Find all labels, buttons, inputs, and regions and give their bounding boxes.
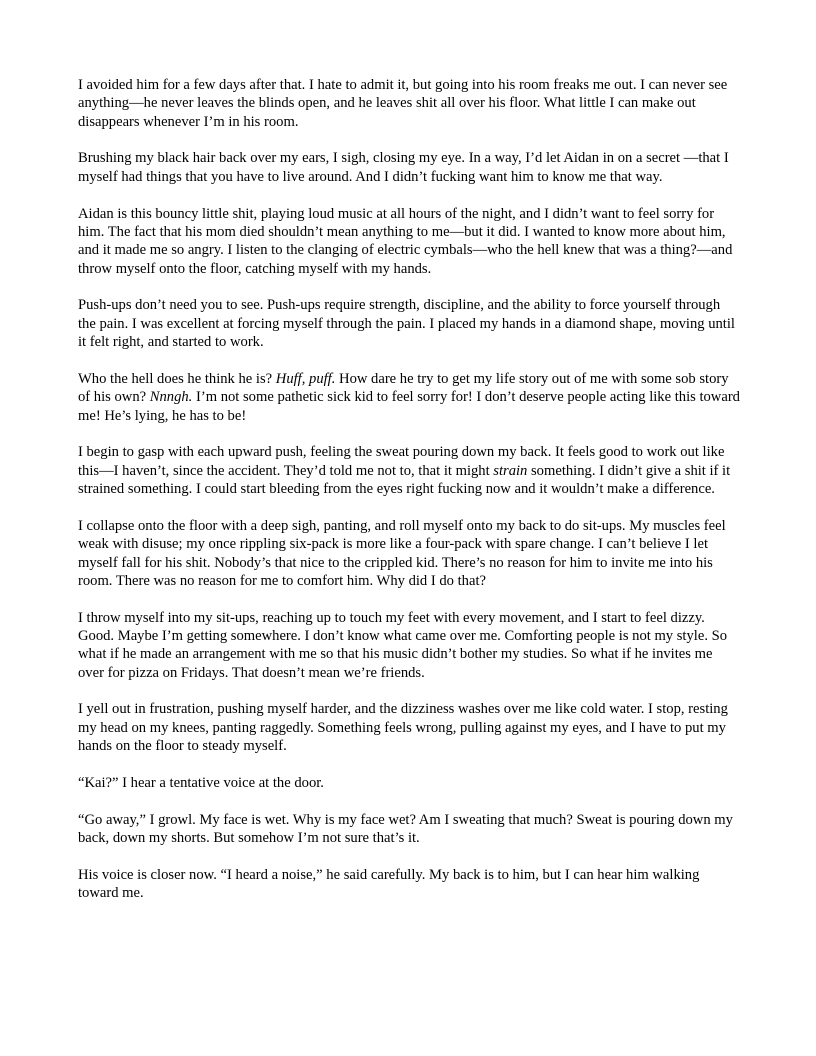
text-run: Push-ups don’t need you to see. Push-ups require strength, discipline, and the ability to force yourself through the pain. I was excellent at forcing myself through the pain. I placed my hands in a diamond shape, moving until it felt right, and started to work. xyxy=(78,297,735,351)
text-run: I yell out in frustration, pushing myself harder, and the dizziness washes over me like cold water. I stop, resting my head on my knees, panting raggedly. Something feels wrong, pulling against my eyes, and I have to put my hands on the floor to steady myself. xyxy=(78,701,728,755)
italic-text: strain xyxy=(493,462,528,479)
paragraph xyxy=(78,609,740,682)
paragraph xyxy=(78,866,740,903)
paragraph xyxy=(78,296,740,351)
text-run: I collapse onto the floor with a deep sigh, panting, and roll myself onto my back to do sit-ups. My muscles feel weak with disuse; my once rippling six-pack is more like a four-pack with spare change. I can’t believe I let myself fall for his shit. Nobody’s that nice to the crippled kid. There’s no reason for him to invite me into his room. There was no reason for me to comfort him. Why did I do that? xyxy=(78,517,726,589)
text-run: I begin to gasp with each upward push, feeling the sweat pouring down my back. It feels good to work out like this—I haven’t, since the accident. They’d told me not to, that it might xyxy=(78,444,725,479)
italic-text: Huff, puff. xyxy=(275,370,336,387)
text-run: His voice is closer now. “I heard a noise,” he said carefully. My back is to him, but I can hear him walking toward me. xyxy=(78,867,700,902)
paragraph xyxy=(78,205,740,278)
text-run: Aidan is this bouncy little shit, playing loud music at all hours of the night, and I didn’t want to feel sorry for him. The fact that his mom died shouldn’t mean anything to me—but it did. I wanted to know more about him, and it made me so angry. I listen to the clanging of electric cymbals—who the hell knew that was a thing?—and throw myself onto the floor, catching myself with my hands. xyxy=(78,205,733,277)
text-run: something. I didn’t give a shit if it strained something. I could start bleeding from the eyes right fucking now and it wouldn’t make a difference. xyxy=(78,462,731,498)
paragraph xyxy=(78,811,740,848)
paragraph xyxy=(78,774,740,792)
text-run: Who the hell does he think he is? xyxy=(78,370,276,387)
paragraph xyxy=(78,700,740,755)
paragraph xyxy=(78,370,740,425)
paragraph xyxy=(78,517,740,590)
paragraph xyxy=(78,443,740,498)
text-run: I throw myself into my sit-ups, reaching up to touch my feet with every movement, and I start to feel dizzy. Good. Maybe I’m getting somewhere. I don’t know what came over me. Comforting people is not my style. So what if he made an arrangement with me so that his music didn’t bother my studies. So what if he invites me over for pizza on Fridays. That doesn’t mean we’re friends. xyxy=(78,609,728,681)
body-text xyxy=(78,76,740,903)
text-run: I avoided him for a few days after that. I hate to admit it, but going into his room freaks me out. I can never see anything—he never leaves the blinds open, and he leaves shit all over his floor. What little I can make out disappears whenever I’m in his room. xyxy=(78,77,728,130)
text-run: I’m not some pathetic sick kid to feel sorry for! I don’t deserve people acting like this toward me! He’s lying, he has to be! xyxy=(78,389,740,424)
text-run: Brushing my black hair back over my ears, I sigh, closing my eye. In a way, I’d let Aidan in on a secret —that I myself had things that you have to live around. And I didn’t fucking want him to know me that way. xyxy=(78,150,729,185)
text-run: How dare he try to get my life story out of me with some sob story of his own? xyxy=(78,370,729,406)
paragraph xyxy=(78,149,740,186)
paragraph xyxy=(78,76,740,131)
text-run: “Go away,” I growl. My face is wet. Why is my face wet? Am I sweating that much? Sweat is pouring down my back, down my shorts. But somehow I’m not sure that’s it. xyxy=(78,811,733,847)
text-run: “Kai?” I hear a tentative voice at the door. xyxy=(78,774,324,791)
document-page xyxy=(78,76,740,921)
italic-text: Nnngh. xyxy=(149,389,193,406)
